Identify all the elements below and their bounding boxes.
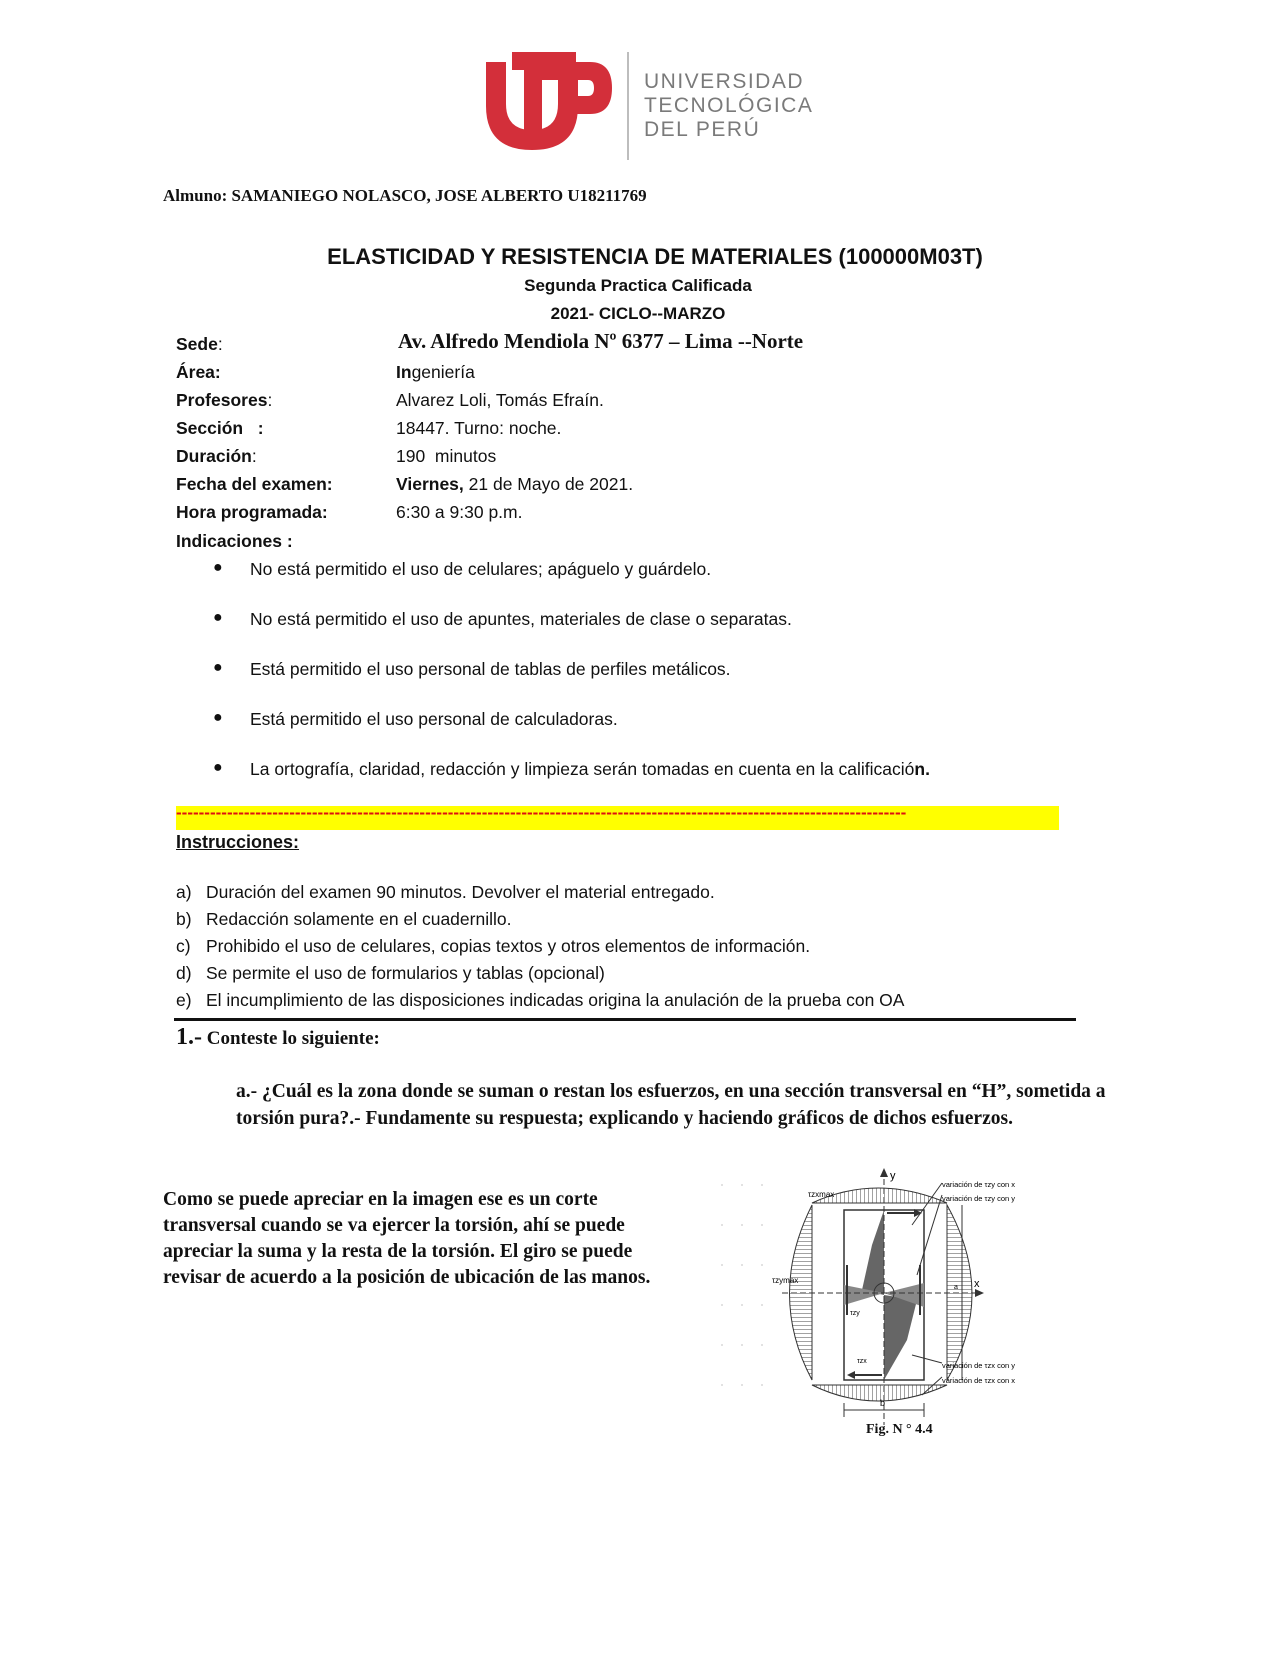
profesores-label: Profesores: (176, 390, 273, 410)
instruccion-item: Duración del examen 90 minutos. Devolver el material entregado. (206, 882, 715, 902)
instruccion-letter: e) (176, 990, 192, 1010)
area-value: Ingeniería (396, 362, 475, 382)
indicacion-item: Está permitido el uso personal de calculadoras. (250, 709, 618, 729)
hora-label: Hora programada: (176, 502, 328, 522)
tzx-label: τzx (857, 1358, 867, 1365)
duracion-label: Duración: (176, 446, 257, 466)
sede-label: Sede: (176, 334, 223, 354)
indicaciones-label: Indicaciones : (176, 531, 293, 551)
bullet-icon: ● (213, 609, 223, 626)
course-title: ELASTICIDAD Y RESISTENCIA DE MATERIALES (100000M03T) (327, 244, 983, 269)
profesores-value: Alvarez Loli, Tomás Efraín. (396, 390, 604, 410)
seccion-value: 18447. Turno: noche. (396, 418, 562, 438)
indicacion-item: No está permitido el uso de celulares; apáguelo y guárdelo. (250, 559, 712, 579)
question-heading: 1.- Conteste lo siguiente: (176, 1024, 380, 1050)
sede-value: Av. Alfredo Mendiola Nº 6377 – Lima --Norte (398, 329, 804, 353)
hora-value: 6:30 a 9:30 p.m. (396, 502, 523, 522)
axis-y-label: y (890, 1170, 896, 1182)
instrucciones-title: Instrucciones: (176, 832, 300, 852)
var-tzy-x-label: variación de τzy con x (942, 1180, 1015, 1189)
logo-line-3: DEL PERÚ (644, 118, 761, 141)
exam-subtitle: Segunda Practica Calificada (524, 276, 752, 295)
tzy-label: τzy (850, 1310, 860, 1317)
fecha-label: Fecha del examen: (176, 474, 333, 494)
instruccion-letter: d) (176, 963, 192, 983)
seccion-label: Sección : (176, 418, 264, 438)
bullet-icon: ● (213, 559, 223, 576)
dim-b-label: b (880, 1398, 886, 1408)
tzymax-label: τzymax (772, 1276, 799, 1285)
figure-caption: Fig. N ° 4.4 (866, 1422, 933, 1437)
var-tzx-x-label: variación de τzx con x (942, 1376, 1015, 1385)
answer-text: Como se puede apreciar en la imagen ese es un corte transversal cuando se va ejercer la torsión, ahí se puede apreciar la suma y la resta de la torsión. El giro se puede revisar de acuerdo a la posición de ubicación de las manos. (163, 1189, 651, 1288)
logo-divider (627, 52, 629, 160)
utp-logo-icon (480, 48, 620, 160)
section-rule (174, 1018, 1076, 1021)
torsion-stress-diagram (712, 1165, 1082, 1450)
instruccion-item: Se permite el uso de formularios y tablas (opcional) (206, 963, 605, 983)
instruccion-letter: a) (176, 882, 192, 902)
indicacion-item: La ortografía, claridad, redacción y limpieza serán tomadas en cuenta en la calificación. (250, 759, 930, 779)
highlight-separator: --------------------------------------------------------------------------------------------------------------------------------- (176, 806, 1059, 830)
student-name: Almuno: SAMANIEGO NOLASCO, JOSE ALBERTO U18211769 (163, 186, 647, 205)
duracion-value: 190 minutos (396, 446, 497, 466)
instruccion-letter: b) (176, 909, 192, 929)
question-a: a.- ¿Cuál es la zona donde se suman o restan los esfuerzos, en una sección transversal en “H”, sometida a torsión pura?.- Fundamente su respuesta; explicando y haciendo gráficos de dichos esfuerzos. (236, 1081, 1106, 1129)
bullet-icon: ● (213, 759, 223, 776)
axis-x-label: x (974, 1278, 980, 1290)
instruccion-item: Prohibido el uso de celulares, copias textos y otros elementos de información. (206, 936, 811, 956)
bullet-icon: ● (213, 709, 223, 726)
logo-line-2: TECNOLÓGICA (644, 94, 814, 117)
bullet-icon: ● (213, 659, 223, 676)
var-tzx-y-label: variación de τzx con y (942, 1361, 1015, 1370)
dim-a-label: a (954, 1284, 958, 1291)
instruccion-item: El incumplimiento de las disposiciones indicadas origina la anulación de la prueba con OA (206, 990, 905, 1010)
logo-line-1: UNIVERSIDAD (644, 70, 805, 93)
var-tzy-y-label: variación de τzy con y (942, 1194, 1015, 1203)
indicacion-item: No está permitido el uso de apuntes, materiales de clase o separatas. (250, 609, 792, 629)
indicacion-item: Está permitido el uso personal de tablas de perfiles metálicos. (250, 659, 731, 679)
instruccion-letter: c) (176, 936, 191, 956)
area-label: Área: (176, 362, 221, 382)
tzxmax-label: τzxmax (808, 1190, 835, 1199)
fecha-value: Viernes, 21 de Mayo de 2021. (396, 474, 634, 494)
exam-cycle: 2021- CICLO--MARZO (550, 304, 726, 323)
instruccion-item: Redacción solamente en el cuadernillo. (206, 909, 512, 929)
